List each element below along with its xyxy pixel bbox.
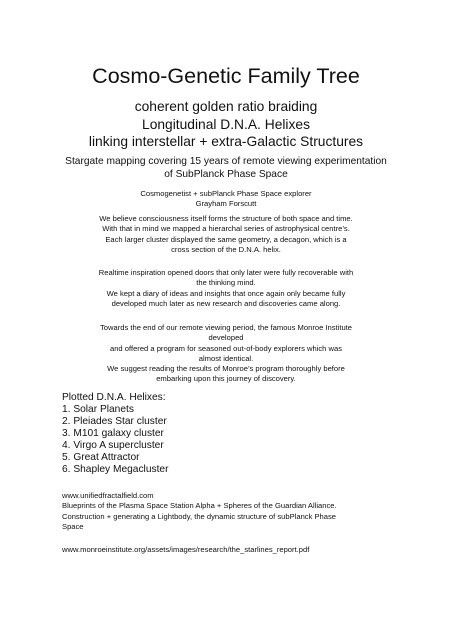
helix-item: 4. Virgo A supercluster	[62, 440, 164, 452]
paragraph-line: developed	[208, 333, 244, 343]
subtitle-block	[0, 98, 452, 151]
helix-item: 6. Shapley Megacluster	[62, 464, 169, 476]
paragraph-line: and offered a program for seasoned out-of-body explorers which was	[109, 343, 343, 353]
paragraph-line: We kept a diary of ideas and insights that once again only became fully	[106, 288, 346, 298]
paragraph-line: We suggest reading the results of Monroe’s program thoroughly before	[107, 364, 345, 374]
paragraph-line: developed much later as new research and discoveries came along.	[111, 298, 341, 308]
subtitle-line: linking interstellar + extra-Galactic Structures	[88, 134, 364, 149]
links-line: Construction + generating a Lightbody, the dynamic structure of subPlanck Phase	[62, 511, 337, 521]
helix-item: 2. Pleiades Star cluster	[62, 416, 167, 428]
author-block	[0, 189, 452, 209]
stargate-line: Stargate mapping covering 15 years of remote viewing experimentation	[65, 156, 387, 167]
paragraph-consciousness	[60, 214, 392, 255]
paragraph-line: the thinking mind.	[196, 278, 256, 288]
page-title: Cosmo-Genetic Family Tree	[92, 64, 360, 88]
paragraph-line: We believe consciousness itself forms the structure of both space and time.	[99, 214, 353, 223]
links-line: Space	[62, 521, 84, 531]
links-line: Blueprints of the Plasma Space Station Alpha + Spheres of the Guardian Alliance.	[62, 501, 337, 511]
helixes-heading: Plotted D.N.A. Helixes:	[62, 392, 166, 403]
paragraph-line: With that in mind we mapped a hierarchal series of astrophysical centre’s.	[102, 224, 350, 234]
paragraph-line: Realtime inspiration opened doors that only later were fully recoverable with	[98, 268, 354, 277]
links-block	[62, 491, 392, 532]
helix-item: 1. Solar Planets	[62, 404, 134, 415]
website-link[interactable]: www.unifiedfractalfield.com	[62, 491, 154, 500]
subtitle-line: coherent golden ratio braiding	[134, 99, 318, 114]
paragraph-monroe	[60, 323, 392, 385]
paragraph-line: Each larger cluster displayed the same geometry, a decagon, which is a	[105, 234, 347, 244]
helix-item: 3. M101 galaxy cluster	[62, 428, 164, 440]
paragraph-line: Towards the end of our remote viewing period, the famous Monroe Institute	[100, 323, 352, 332]
subtitle-line: Longitudinal D.N.A. Helixes	[142, 116, 310, 132]
reference-link[interactable]: www.monroeinstitute.org/assets/images/research/the_starlines_report.pdf	[62, 545, 310, 554]
author-name: Grayham Forscutt	[195, 199, 257, 208]
stargate-line: of SubPlanck Phase Space	[164, 169, 288, 180]
stargate-description	[0, 155, 452, 181]
author-role: Cosmogenetist + subPlanck Phase Space explorer	[140, 189, 312, 198]
paragraph-line: almost identical.	[198, 353, 254, 363]
helix-item: 5. Great Attractor	[62, 452, 140, 464]
paragraph-inspiration	[60, 268, 392, 309]
paragraph-line: embarking upon this journey of discovery.	[156, 374, 296, 384]
paragraph-line: cross section of the D.N.A. helix.	[171, 244, 281, 254]
helixes-list	[62, 404, 168, 477]
